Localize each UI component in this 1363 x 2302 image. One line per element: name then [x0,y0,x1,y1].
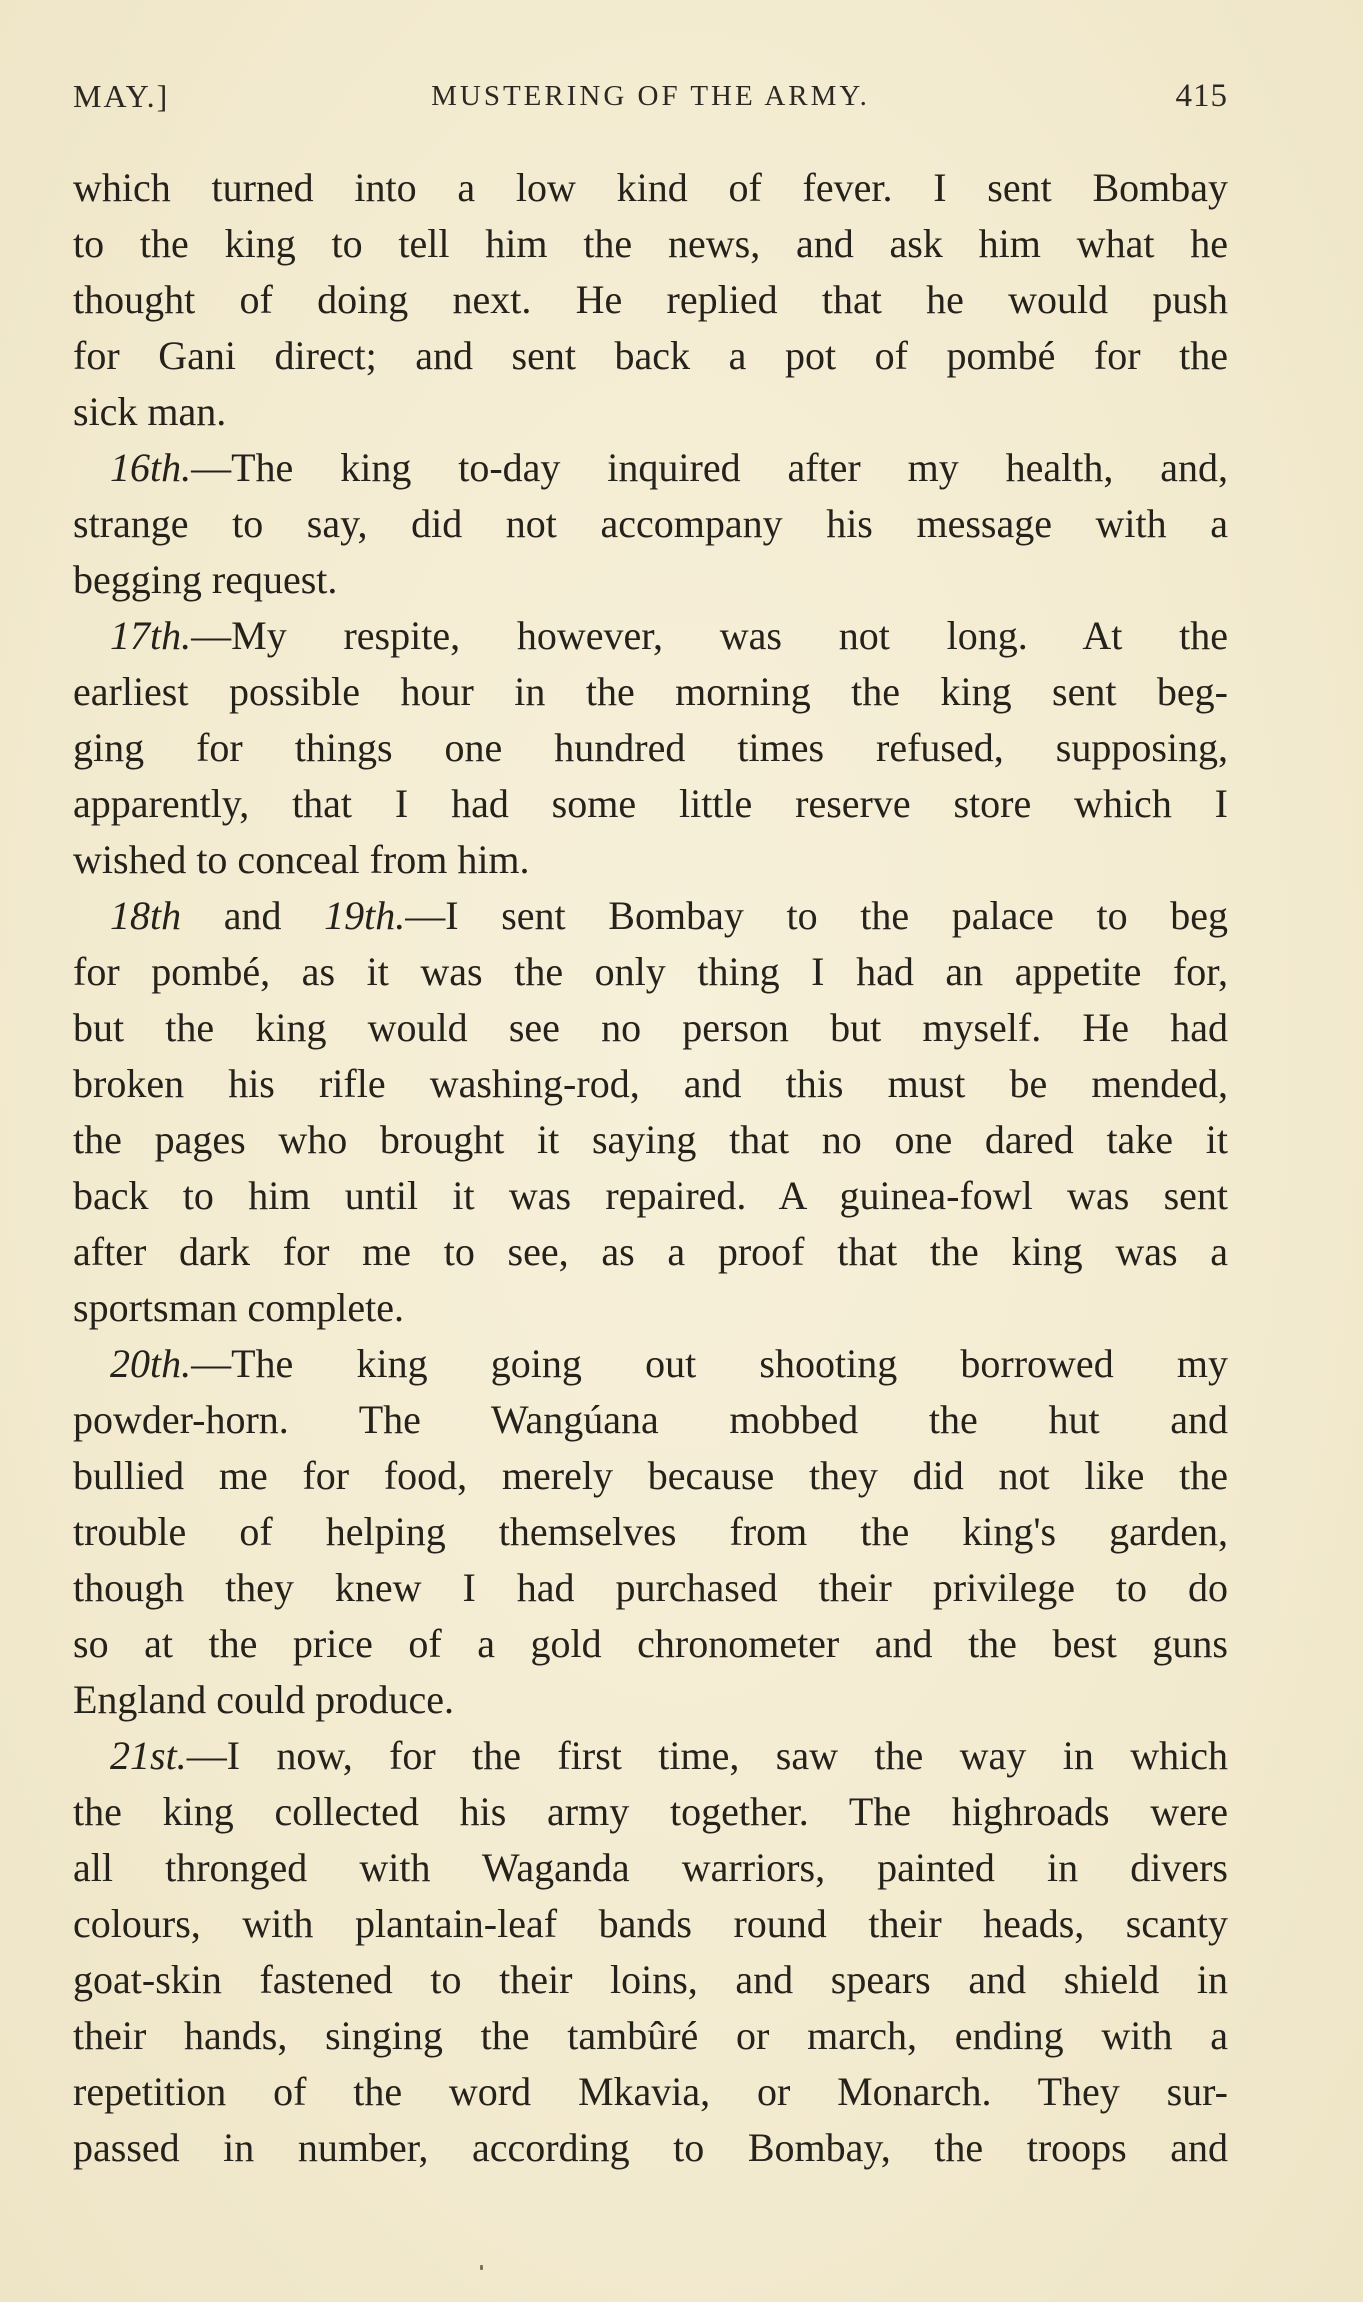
text-line [73,1112,1228,1168]
body-text [73,160,1228,2176]
line-text: bullied me for food, merely because they did not like the [73,1453,1228,1498]
text-line [73,664,1228,720]
line-text: trouble of helping themselves from the king's garden, [73,1509,1228,1554]
text-line [73,1168,1228,1224]
line-text: so at the price of a gold chronometer and the best guns [73,1621,1228,1666]
page-number: 415 [1175,78,1228,114]
text-line [73,2120,1228,2176]
line-text: earliest possible hour in the morning the king sent beg- [73,669,1228,714]
line-text: wished to conceal from him. [73,837,530,882]
line-text: apparently, that I had some little reserve store which I [73,781,1228,826]
line-text: strange to say, did not accompany his message with a [73,501,1228,546]
text-line [73,720,1228,776]
text-line [73,216,1228,272]
text-line [73,1560,1228,1616]
text-line [73,888,1228,944]
entry-date: 16th. [110,445,192,490]
line-text: —I now, for the first time, saw the way in which [186,1733,1228,1778]
text-line [73,496,1228,552]
text-line [73,1896,1228,1952]
text-line [73,440,1228,496]
text-line [73,2064,1228,2120]
line-text: for pombé, as it was the only thing I had an appetite for, [73,949,1228,994]
text-line [73,272,1228,328]
line-text: back to him until it was repaired. A guinea-fowl was sent [73,1173,1228,1218]
text-line [73,1224,1228,1280]
entry-date: 18th [110,893,182,938]
text-line [73,1672,1228,1728]
text-line [73,1392,1228,1448]
line-text: begging request. [73,557,338,602]
text-line [73,1504,1228,1560]
line-text: colours, with plantain-leaf bands round their heads, scanty [73,1901,1228,1946]
line-text: repetition of the word Mkavia, or Monarch. They sur- [73,2069,1228,2114]
text-line [73,328,1228,384]
text-line [73,776,1228,832]
text-line [73,1840,1228,1896]
line-text: after dark for me to see, as a proof that the king was a [73,1229,1228,1274]
line-text: England could produce. [73,1677,454,1722]
date-conjunction: and [181,893,325,938]
text-line [73,1728,1228,1784]
line-text: which turned into a low kind of fever. I sent Bombay [73,165,1228,210]
running-header [73,78,1228,118]
text-line [73,1000,1228,1056]
line-text: —The king to-day inquired after my health, and, [191,445,1228,490]
text-line [73,1616,1228,1672]
line-text: ging for things one hundred times refused, supposing, [73,725,1228,770]
text-line [73,384,1228,440]
line-text: broken his rifle washing-rod, and this must be mended, [73,1061,1228,1106]
text-line [73,832,1228,888]
text-line [73,2008,1228,2064]
chapter-title: MUSTERING OF THE ARMY. [431,80,870,112]
text-line [73,1056,1228,1112]
line-text: though they knew I had purchased their privilege to do [73,1565,1228,1610]
line-text: —My respite, however, was not long. At the [191,613,1228,658]
running-header-left: MAY.] [73,78,170,114]
ink-speck [480,2265,483,2270]
text-line [73,1952,1228,2008]
text-line [73,1280,1228,1336]
text-line [73,160,1228,216]
text-line [73,1448,1228,1504]
text-line [73,1336,1228,1392]
line-text: passed in number, according to Bombay, the troops and [73,2125,1228,2170]
line-text: their hands, singing the tambûré or march, ending with a [73,2013,1228,2058]
line-text: —I sent Bombay to the palace to beg [405,893,1228,938]
line-text: powder-horn. The Wangúana mobbed the hut and [73,1397,1228,1442]
entry-date: 17th. [110,613,192,658]
line-text: goat-skin fastened to their loins, and spears and shield in [73,1957,1228,2002]
text-line [73,608,1228,664]
line-text: thought of doing next. He replied that he would push [73,277,1228,322]
text-line [73,552,1228,608]
entry-date: 20th. [110,1341,192,1386]
line-text: to the king to tell him the news, and ask him what he [73,221,1228,266]
line-text: but the king would see no person but myself. He had [73,1005,1228,1050]
line-text: the pages who brought it saying that no one dared take it [73,1117,1228,1162]
text-line [73,944,1228,1000]
line-text: for Gani direct; and sent back a pot of pombé for the [73,333,1228,378]
text-line [73,1784,1228,1840]
entry-date: 21st. [110,1733,187,1778]
line-text: the king collected his army together. The highroads were [73,1789,1228,1834]
line-text: sportsman complete. [73,1285,405,1330]
entry-date: 19th. [324,893,406,938]
line-text: all thronged with Waganda warriors, painted in divers [73,1845,1228,1890]
line-text: —The king going out shooting borrowed my [191,1341,1228,1386]
line-text: sick man. [73,389,227,434]
